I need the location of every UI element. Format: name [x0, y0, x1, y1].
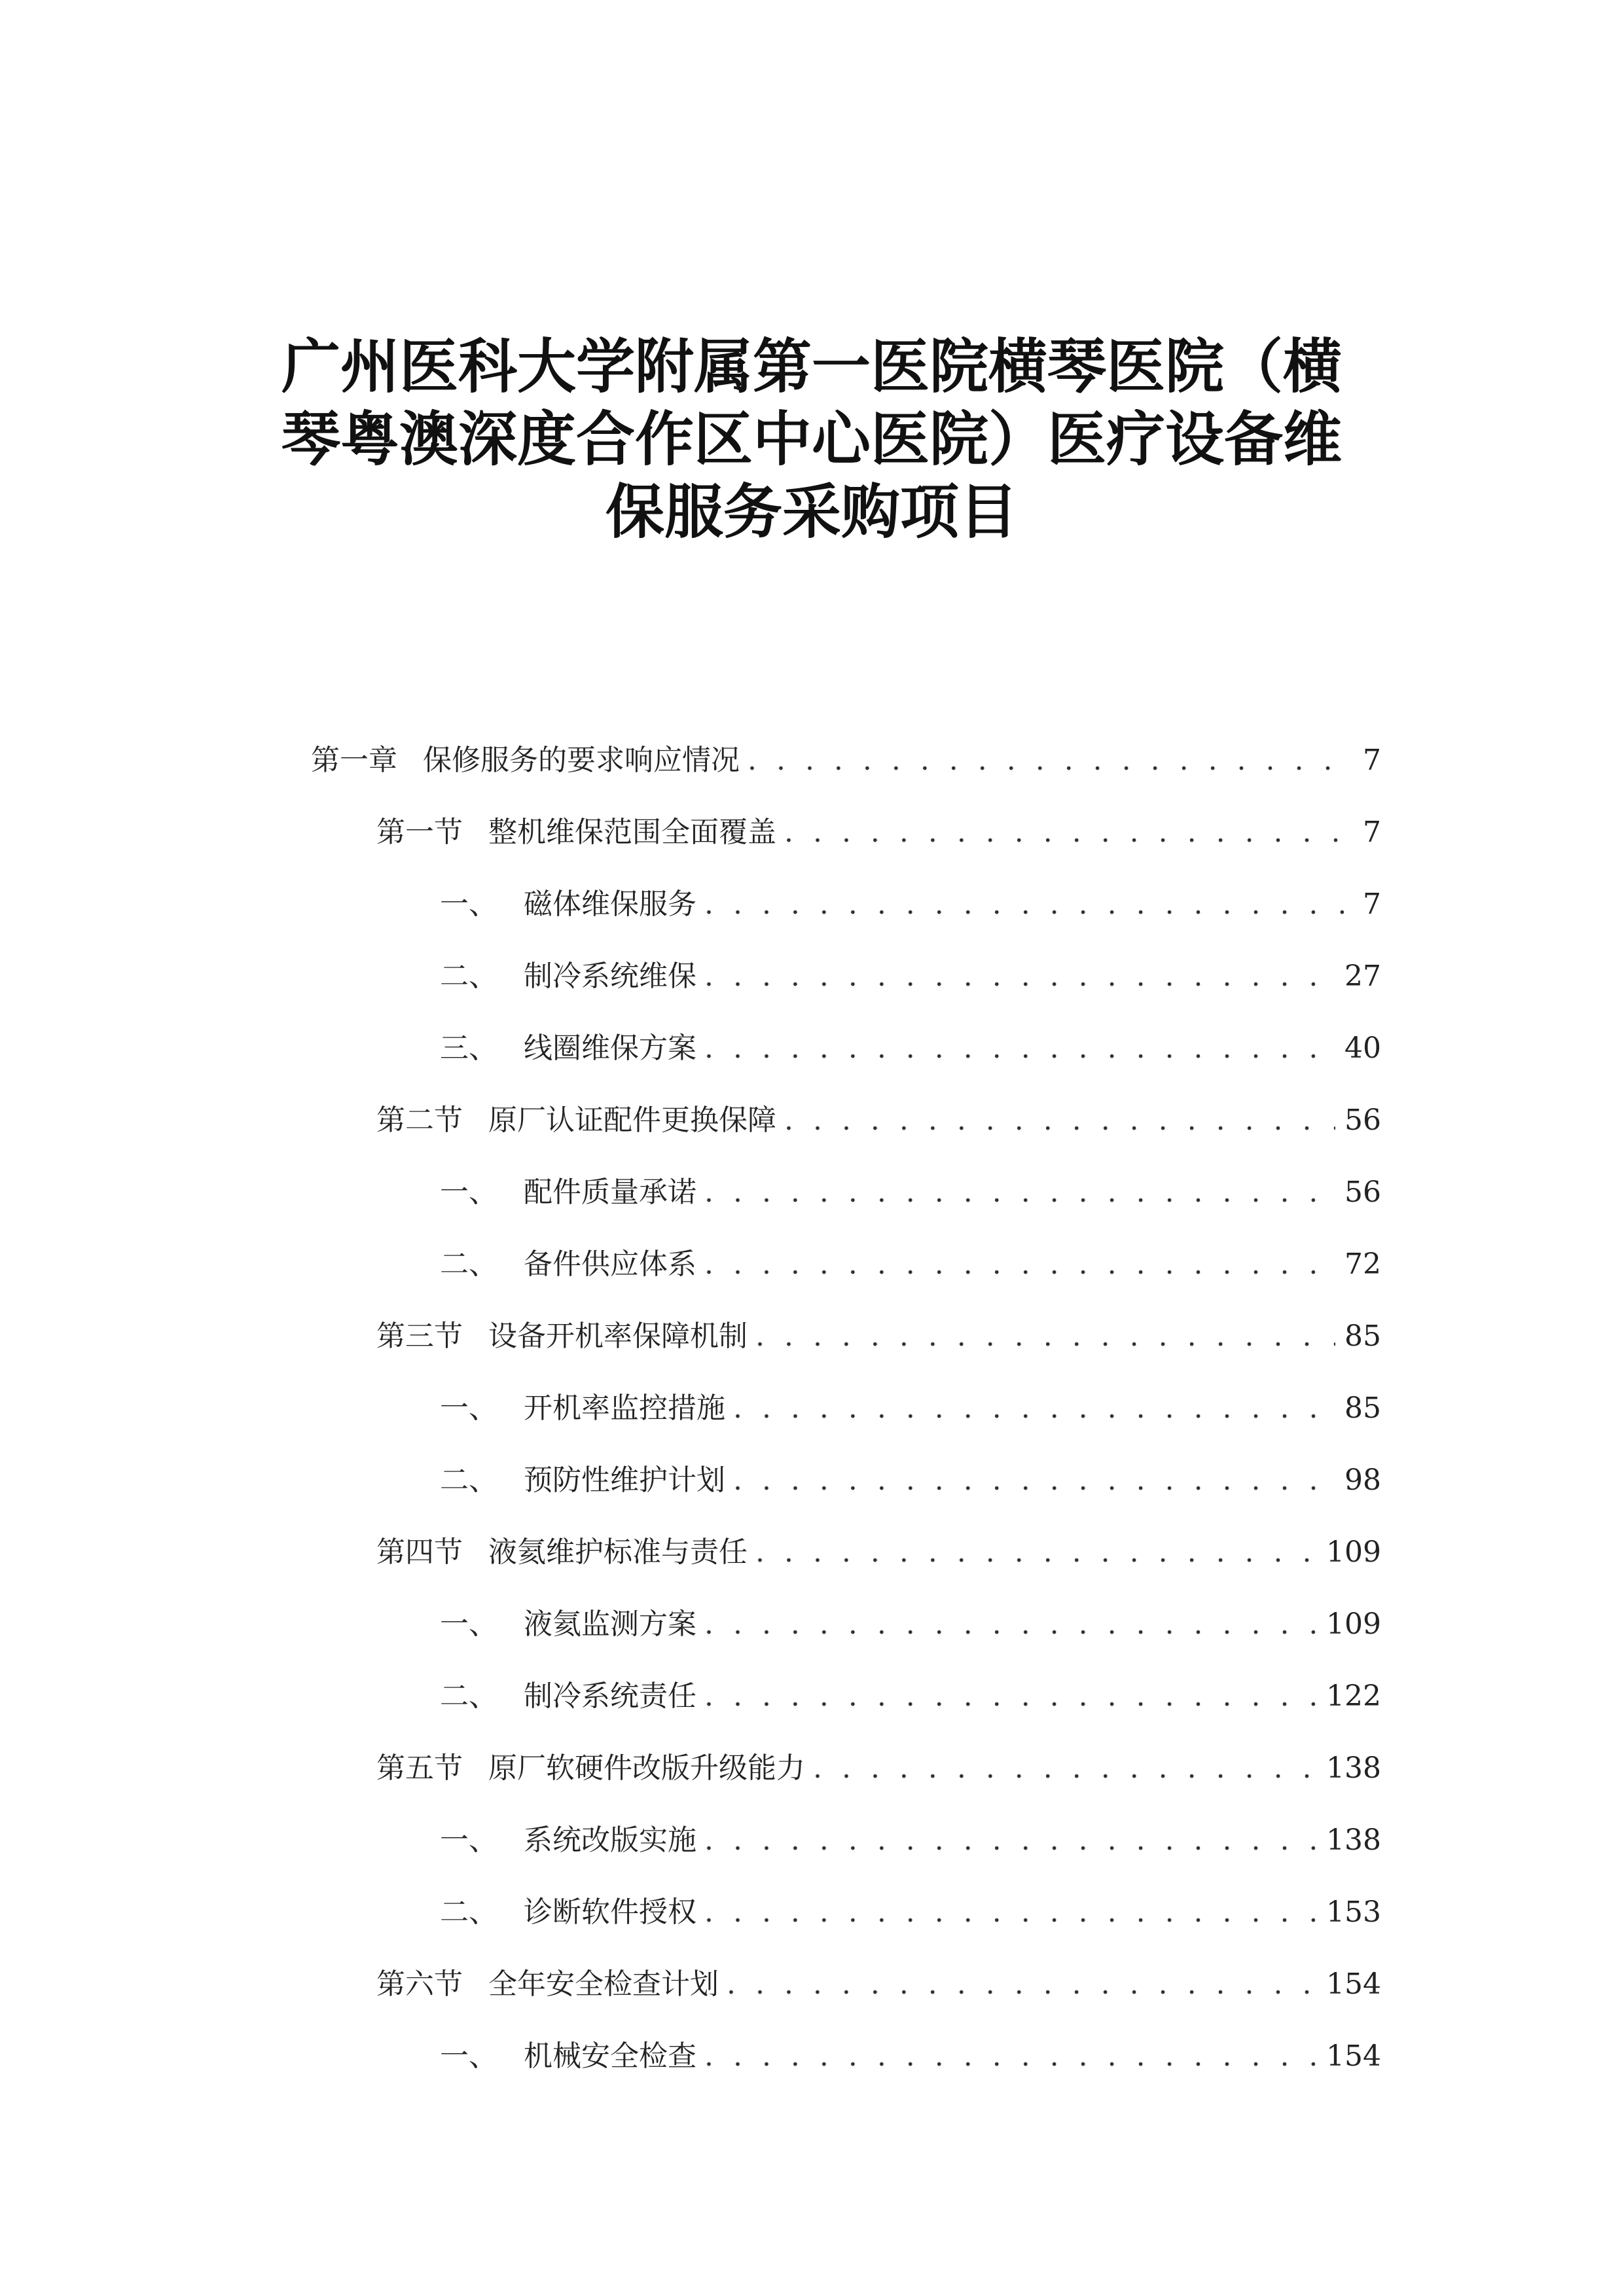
toc-entry-chapter[interactable]	[311, 733, 1381, 779]
toc-entry-number: 一、	[440, 2039, 497, 2073]
toc-entry-number: 一、	[440, 1823, 497, 1857]
toc-dot-leader	[755, 1318, 1335, 1355]
toc-entry-text: 保修服务的要求响应情况	[423, 744, 740, 777]
toc-entry-number: 第一章	[311, 744, 397, 777]
toc-entry-subsection[interactable]	[440, 1885, 1381, 1931]
toc-dot-leader	[704, 1894, 1317, 1931]
toc-entry-page: 85	[1344, 1391, 1381, 1425]
toc-entry-text: 备件供应体系	[524, 1247, 696, 1281]
toc-entry-subsection[interactable]	[440, 1669, 1381, 1715]
toc-entry-number: 第二节	[376, 1103, 463, 1137]
toc-entry-subsection[interactable]	[440, 1237, 1381, 1283]
toc-entry-subsection[interactable]	[440, 2029, 1381, 2075]
toc-entry-number: 二、	[440, 1463, 497, 1497]
toc-entry-subsection[interactable]	[440, 1021, 1381, 1067]
toc-entry-subsection[interactable]	[440, 1813, 1381, 1859]
toc-dot-leader	[784, 1102, 1335, 1139]
toc-entry-text: 原厂软硬件改版升级能力	[488, 1751, 805, 1785]
toc-entry-number: 第四节	[376, 1535, 463, 1569]
toc-dot-leader	[704, 1030, 1335, 1067]
toc-entry-text: 液氦维护标准与责任	[488, 1535, 748, 1569]
toc-entry-text: 磁体维保服务	[524, 888, 696, 921]
toc-entry-page: 56	[1344, 1103, 1381, 1137]
toc-dot-leader	[727, 1966, 1317, 2003]
toc-dot-leader	[704, 2038, 1317, 2075]
toc-entry-section[interactable]	[376, 1525, 1381, 1571]
toc-entry-number: 一、	[440, 1175, 497, 1209]
toc-entry-page: 154	[1326, 2039, 1381, 2073]
toc-entry-text: 制冷系统责任	[524, 1679, 696, 1713]
toc-entry-number: 二、	[440, 960, 497, 993]
toc-entry-page: 7	[1363, 816, 1381, 849]
toc-entry-number: 第一节	[376, 816, 463, 849]
toc-entry-text: 预防性维护计划	[524, 1463, 725, 1497]
toc-entry-text: 整机维保范围全面覆盖	[488, 816, 776, 849]
toc-entry-page: 85	[1344, 1319, 1381, 1353]
toc-entry-section[interactable]	[376, 1957, 1381, 2003]
toc-dot-leader	[704, 1246, 1335, 1283]
toc-entry-section[interactable]	[376, 1309, 1381, 1355]
toc-dot-leader	[784, 814, 1354, 851]
title-line: 保服务采购项目	[605, 478, 1018, 547]
toc-entry-number: 二、	[440, 1895, 497, 1929]
toc-entry-section[interactable]	[376, 1093, 1381, 1139]
toc-entry-number: 第三节	[376, 1319, 463, 1353]
toc-entry-text: 开机率监控措施	[524, 1391, 725, 1425]
toc-dot-leader	[704, 886, 1354, 923]
toc-entry-text: 线圈维保方案	[524, 1031, 696, 1065]
toc-dot-leader	[755, 1534, 1317, 1571]
toc-entry-page: 98	[1344, 1463, 1381, 1497]
toc-entry-page: 72	[1344, 1247, 1381, 1281]
toc-entry-number: 一、	[440, 1391, 497, 1425]
toc-entry-text: 原厂认证配件更换保障	[488, 1103, 776, 1137]
toc-entry-subsection[interactable]	[440, 949, 1381, 995]
toc-entry-subsection[interactable]	[440, 877, 1381, 923]
toc-entry-text: 诊断软件授权	[524, 1895, 696, 1929]
toc-entry-subsection[interactable]	[440, 1597, 1381, 1643]
toc-dot-leader	[733, 1390, 1335, 1427]
toc-dot-leader	[704, 1174, 1335, 1211]
toc-entry-text: 制冷系统维保	[524, 960, 696, 993]
toc-entry-text: 系统改版实施	[524, 1823, 696, 1857]
toc-entry-subsection[interactable]	[440, 1453, 1381, 1499]
toc-entry-page: 27	[1344, 960, 1381, 993]
toc-entry-page: 109	[1326, 1535, 1381, 1569]
toc-dot-leader	[704, 958, 1335, 995]
title-line: 广州医科大学附属第一医院横琴医院（横	[281, 332, 1342, 401]
toc-entry-page: 154	[1326, 1967, 1381, 2001]
toc-entry-number: 二、	[440, 1247, 497, 1281]
toc-entry-text: 配件质量承诺	[524, 1175, 696, 1209]
toc-entry-number: 一、	[440, 888, 497, 921]
toc-entry-section[interactable]	[376, 1741, 1381, 1787]
toc-entry-subsection[interactable]	[440, 1165, 1381, 1211]
toc-dot-leader	[733, 1462, 1335, 1499]
toc-entry-text: 液氦监测方案	[524, 1607, 696, 1641]
toc-entry-number: 二、	[440, 1679, 497, 1713]
toc-entry-page: 138	[1326, 1751, 1381, 1785]
toc-entry-section[interactable]	[376, 805, 1381, 851]
toc-entry-page: 7	[1363, 744, 1381, 777]
toc-entry-subsection[interactable]	[440, 1381, 1381, 1427]
toc-entry-page: 109	[1326, 1607, 1381, 1641]
toc-dot-leader	[813, 1750, 1317, 1787]
toc-entry-number: 三、	[440, 1031, 497, 1065]
toc-entry-number: 第六节	[376, 1967, 463, 2001]
toc-dot-leader	[704, 1606, 1317, 1643]
toc-entry-page: 138	[1326, 1823, 1381, 1857]
toc-entry-text: 机械安全检查	[524, 2039, 696, 2073]
toc-entry-page: 122	[1326, 1679, 1381, 1713]
toc-entry-text: 全年安全检查计划	[488, 1967, 719, 2001]
title-line: 琴粤澳深度合作区中心医院）医疗设备维	[281, 405, 1342, 474]
toc-entry-number: 一、	[440, 1607, 497, 1641]
toc-entry-page: 56	[1344, 1175, 1381, 1209]
toc-entry-page: 7	[1363, 888, 1381, 921]
toc-entry-text: 设备开机率保障机制	[488, 1319, 748, 1353]
toc-entry-number: 第五节	[376, 1751, 463, 1785]
toc-entry-page: 153	[1326, 1895, 1381, 1929]
toc-entry-page: 40	[1344, 1031, 1381, 1065]
toc-dot-leader	[704, 1822, 1317, 1859]
toc-dot-leader	[704, 1678, 1317, 1715]
toc-dot-leader	[748, 742, 1354, 779]
